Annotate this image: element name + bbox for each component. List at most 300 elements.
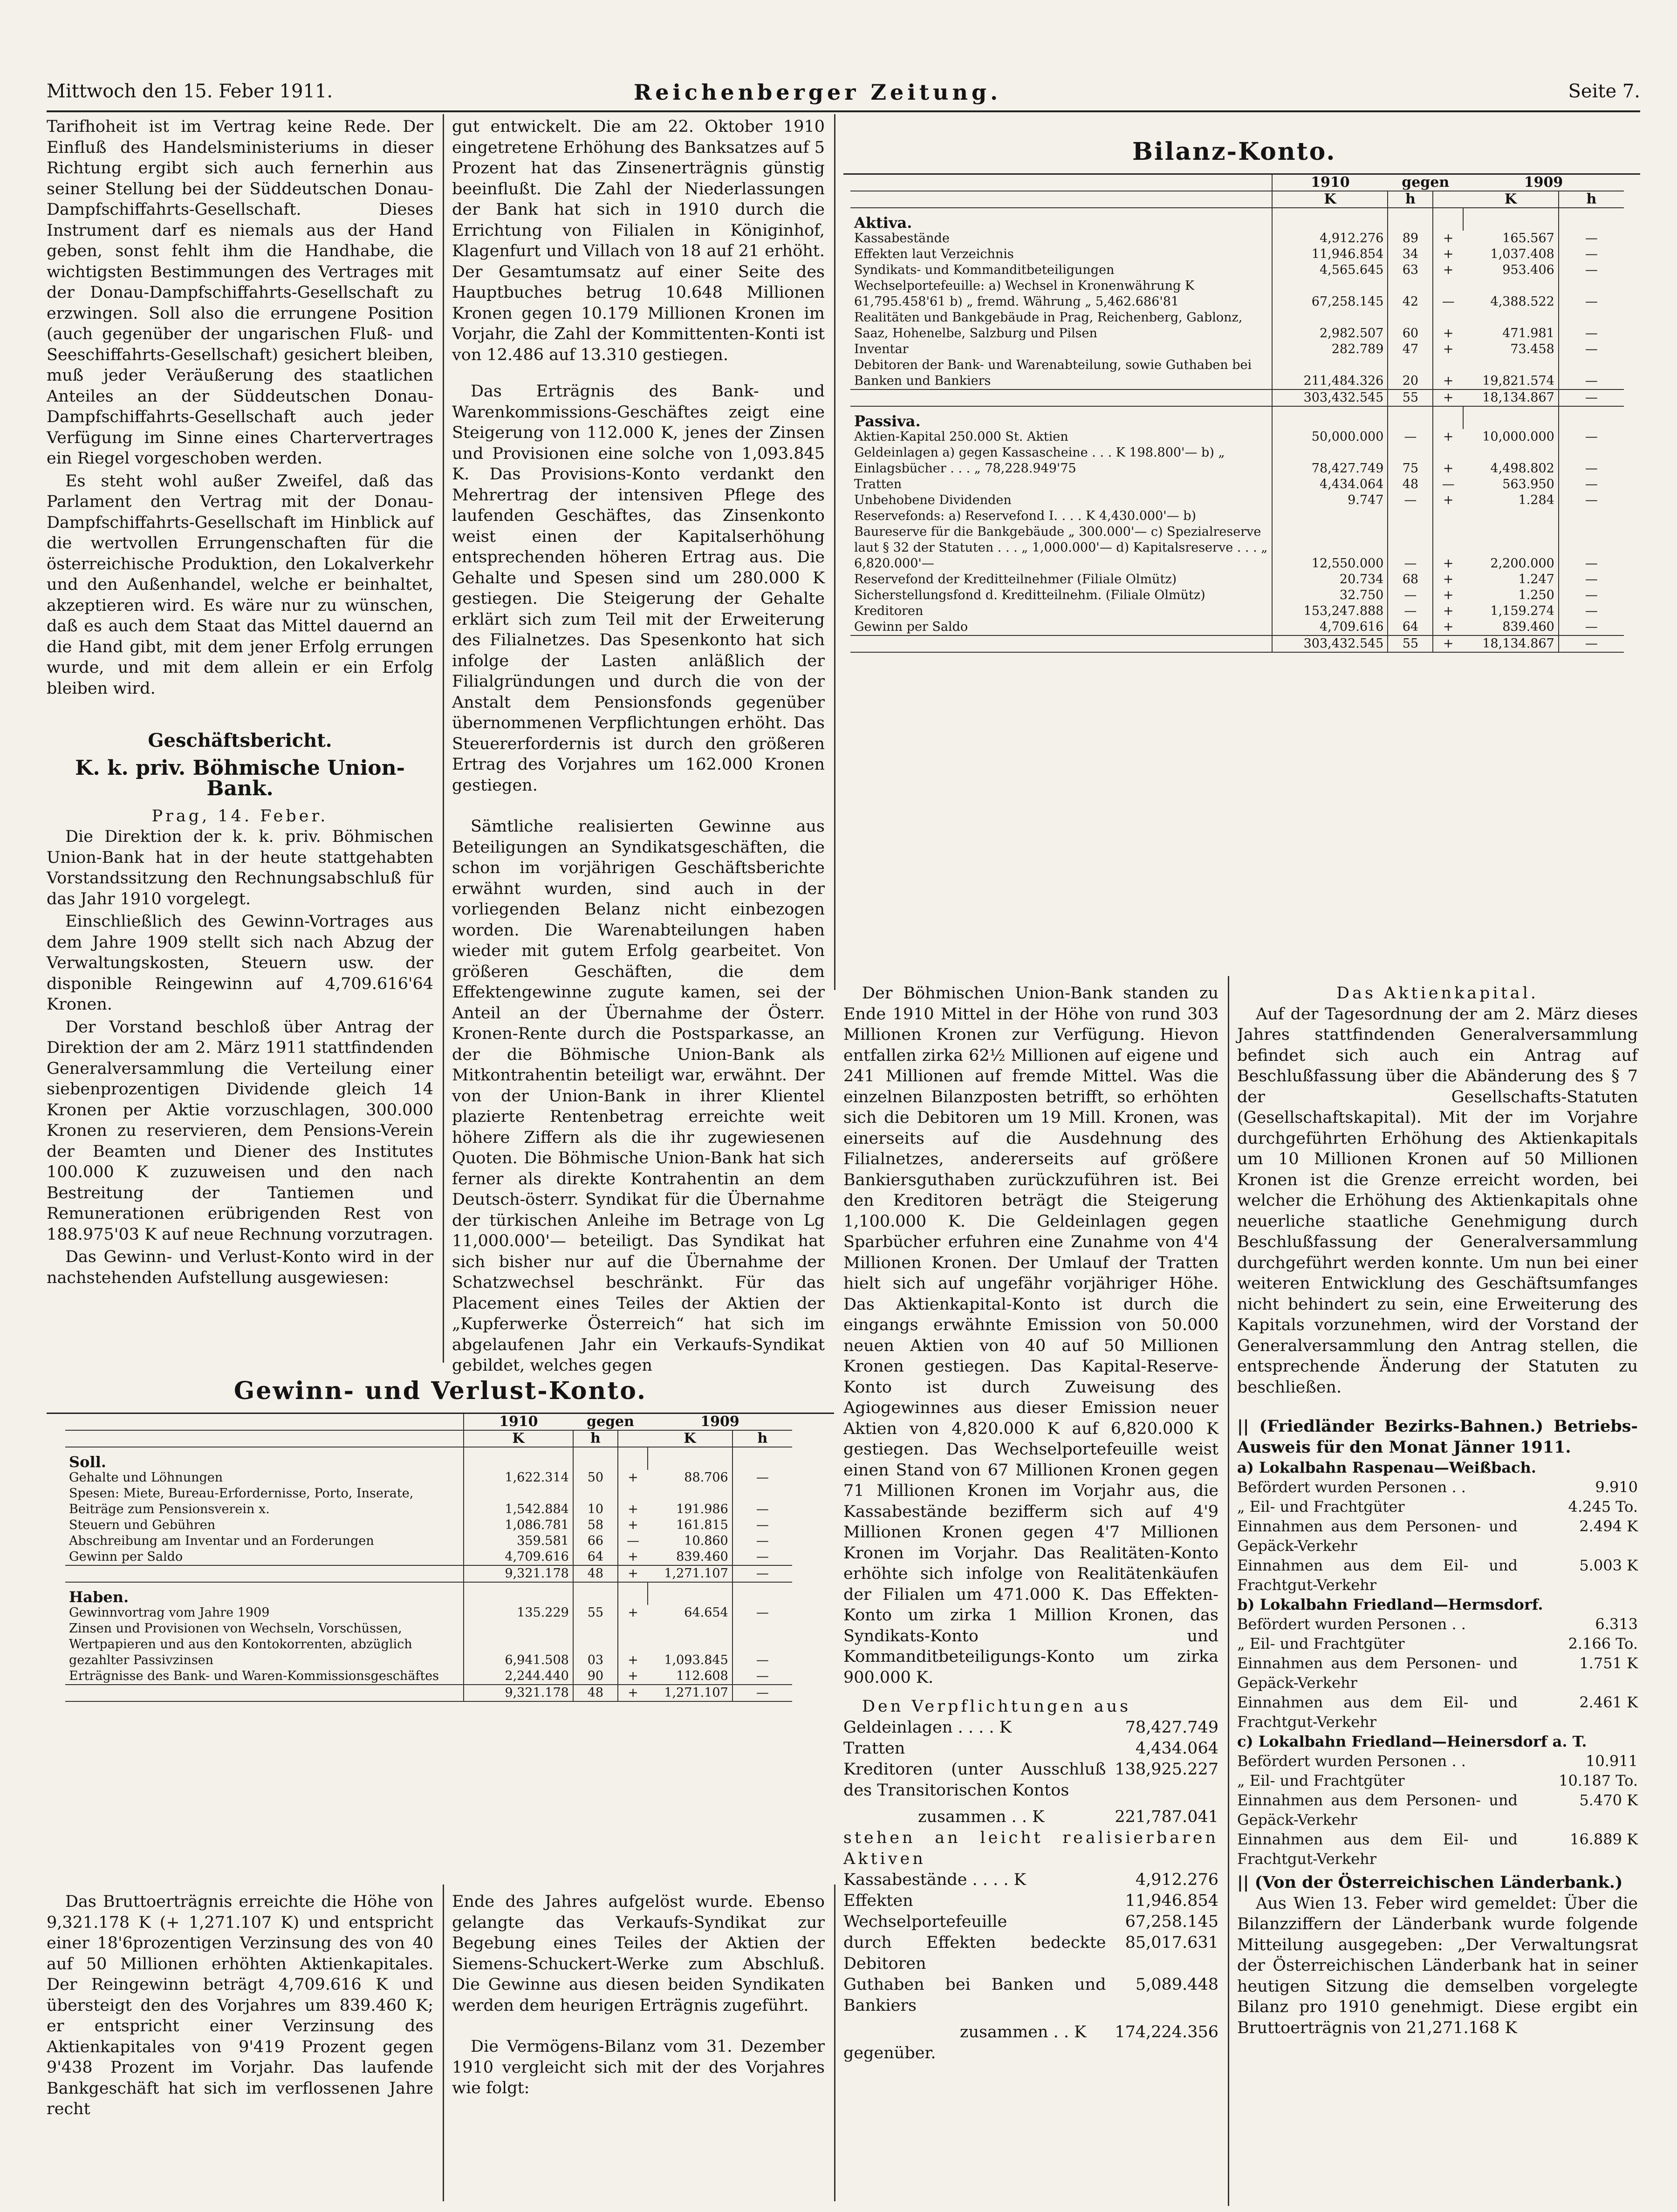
- change-h: —: [732, 1517, 792, 1533]
- account-label: Debitoren der Bank- und Warenabteilung, sowie Guthaben bei Banken und Bankiers: [854, 358, 1252, 388]
- col-k: K: [1272, 191, 1388, 208]
- list-row: [843, 1870, 1218, 1891]
- change-k: 2,200.000: [1490, 556, 1554, 571]
- account-label: Kreditoren: [854, 604, 924, 618]
- account-label: Tratten: [854, 477, 902, 492]
- year-1910: 1910: [1272, 175, 1388, 191]
- list-row: [843, 1974, 1218, 2016]
- change-k: 1.250: [1518, 588, 1554, 602]
- account-label: Syndikats- und Kommanditbeteiligungen: [854, 263, 1115, 277]
- column-2: [452, 116, 825, 1378]
- list-row: [843, 1759, 1218, 1801]
- change-h: —: [732, 1605, 792, 1621]
- list-label: Guthaben bei Banken und Bankiers: [843, 1975, 1106, 2015]
- liabilities-list: [843, 1696, 1218, 2064]
- list-value: 10.911: [1586, 1752, 1638, 1770]
- change-h: —: [732, 1621, 792, 1668]
- list-label: Einnahmen aus dem Eil- und Frachtgut-Verkehr: [1237, 1830, 1518, 1868]
- sum-label: zusammen . . K: [960, 2023, 1087, 2041]
- change-h: —: [1559, 429, 1624, 445]
- list-value: 2.461 K: [1579, 1693, 1638, 1711]
- account-row: [850, 477, 1624, 492]
- account-row: [65, 1517, 792, 1533]
- total-sign: +: [618, 1685, 648, 1701]
- list-label: Tratten: [843, 1739, 905, 1758]
- section-row: [850, 406, 1624, 429]
- amount-h: —: [1388, 603, 1433, 619]
- article-paragraph: Aus Wien 13. Feber wird gemeldet: Über die Bilanzziffern der Länderbank wurde folgende Mitteilung ausgegeben: „Der Verwaltungsrat der Österreichischen Länderbank hat in seiner heutigen Sitzung die demselben vorgelegte Bilanz pro 1910 genehmigt. Diese ergibt ein Bruttoerträgnis von 21,271.168 K: [1237, 1894, 1638, 2037]
- list-label: „ Eil- und Frachtgüter: [1237, 1772, 1405, 1789]
- list-value: 85,017.631: [1125, 1933, 1218, 1952]
- balance-title: Bilanz-Konto.: [1132, 137, 1336, 166]
- column-divider: [1228, 976, 1229, 2206]
- amount-k: 4,709.616: [464, 1549, 573, 1565]
- amount-h: 20: [1388, 357, 1433, 389]
- account-label: Realitäten und Bankgebäude in Prag, Reichenberg, Gablonz, Saaz, Hohenelbe, Salzburg und Pilsen: [854, 310, 1243, 341]
- change-k: 165.567: [1502, 231, 1554, 246]
- change-h: —: [1559, 492, 1624, 508]
- amount-h: 55: [573, 1605, 618, 1621]
- account-row: [850, 587, 1624, 603]
- article-paragraph: Die Vermögens-Bilanz vom 31. Dezember 1910 vergleicht sich mit der des Vorjahres wie folgt:: [452, 2037, 825, 2097]
- gegen-label: gegen: [573, 1414, 648, 1430]
- change-h: —: [1559, 310, 1624, 341]
- account-row: [850, 492, 1624, 508]
- list-label: Einnahmen aus dem Eil- und Frachtgut-Verkehr: [1237, 1693, 1518, 1731]
- amount-h: 48: [1388, 477, 1433, 492]
- total-h: 48: [573, 1565, 618, 1582]
- change-k: 471.981: [1502, 326, 1554, 341]
- change-k: 1.247: [1518, 572, 1554, 587]
- article-paragraph: Der Böhmischen Union-Bank standen zu Ende 1910 Mittel in der Höhe von rund 303 Millionen Kronen zur Verfügung. Hievon entfallen zirka 62½ Millionen auf eigene und 241 Millionen auf fremde Mittel. Was die einzelnen Bilanzposten betrifft, so erhöhten sich die Debitoren um 19 Mill. Kronen, was einerseits auf die Ausdehnung des Filialnetzes, andererseits auf größere Bankiersguthaben zurückzuführen ist. Bei den Kreditoren beträgt die Steigerung 1,100.000 K. Die Geldeinlagen gegen Sparbücher erfuhren eine Zunahme von 4'4 Millionen Kronen. Der Umlauf der Tratten hielt sich auf ungefähr vorjähriger Höhe. Das Aktienkapital-Konto ist durch die eingangs erwähnte Emission von 50.000 neuen Aktien von 40 auf 50 Millionen Kronen gestiegen. Das Kapital-Reserve-Konto ist durch Zuweisung des Agiogewinnes aus dieser Emission neuer Aktien von 4,820.000 K auf 6,820.000 K gestiegen. Das Wechselportefeuille weist einen Stand von 67 Millionen Kronen gegen 71 Millionen Kronen im Vorjahr aus, die Kassabestände bezifferm sich auf 4'9 Millionen Kronen gegen 4'7 Millionen Kronen im Vorjahr. Das Realitäten-Konto erhöhte sich infolge von Realitätenkäufen der Filialen um 471.000 K. Das Effekten-Konto um zirka 1 Million Kronen, das Syndikats-Konto und Kommanditbeteiligungs-Konto um zirka 900.000 K.: [843, 984, 1218, 1687]
- liabilities-title: Den Verpflichtungen aus: [862, 1697, 1131, 1716]
- article-paragraph: gut entwickelt. Die am 22. Oktober 1910 eingetretene Erhöhung des Banksatzes auf 5 Prozent hat das Zinsenerträgnis günstig beeinflußt. Die Zahl der Niederlassungen der Bank hat sich in 1910 durch die Errichtung von Filialen in Königinhof, Klagenfurt und Villach von 18 auf 21 erhöht. Der Gesamtumsatz auf einer Seite des Hauptbuches betrug 10.648 Millionen Kronen gegen 10.179 Millionen Kronen im Vorjahr, die Zahl der Kommittenten-Konti ist von 12.486 auf 13.310 gestiegen.: [452, 117, 825, 364]
- col-k: K: [648, 1430, 732, 1447]
- railway-b-title: b) Lokalbahn Friedland—Hermsdorf.: [1237, 1596, 1543, 1613]
- change-k: 1,159.274: [1490, 604, 1554, 618]
- article-paragraph: Das Erträgnis des Bank- und Warenkommissions-Geschäftes zeigt eine Steigerung von 112.000 K, jenes der Zinsen und Provisionen eine solche von 1,093.845 K. Das Provisions-Konto verdankt den Mehrertrag der intensiven Pflege des laufenden Geschäftes, das Zinsenkonto weist einen der Kapitalserhöhung entsprechenden höheren Ertrag aus. Die Gehalte und Spesen sind um 280.000 K gestiegen. Die Steigerung der Gehalte erklärt sich zum Teil mit der Erweiterung des Filialnetzes. Das Spesenkonto hat sich infolge der Lasten anläßlich der Filialgründungen und durch die von der Anstalt dem Pensionsfonds gegenüber übernommenen Verpflichtungen erhöht. Das Steuererfordernis ist durch den größeren Ertrag des Vorjahres um 162.000 Kronen gestiegen.: [452, 382, 825, 795]
- change-h: —: [1559, 619, 1624, 635]
- amount-h: 42: [1388, 278, 1433, 310]
- amount-h: 68: [1388, 572, 1433, 587]
- account-label: Zinsen und Provisionen von Wechseln, Vorschüssen, Wertpapieren und aus den Kontokorrenten, abzüglich gezahlter Passivzinsen: [69, 1621, 412, 1667]
- list-label: Einnahmen aus dem Personen- und Gepäck-Verkehr: [1237, 1517, 1518, 1555]
- list-row: [1237, 1751, 1638, 1771]
- amount-k: 211,484.326: [1272, 357, 1388, 389]
- amount-h: 47: [1388, 341, 1433, 357]
- amount-k: 50,000.000: [1272, 429, 1388, 445]
- change-h: —: [732, 1486, 792, 1517]
- total-h: 48: [573, 1685, 618, 1701]
- list-label: Einnahmen aus dem Personen- und Gepäck-Verkehr: [1237, 1791, 1518, 1829]
- total-sign: +: [618, 1565, 648, 1582]
- amount-k: 153,247.888: [1272, 603, 1388, 619]
- bank-heading: || (Von der Österreichischen Länderbank.): [1237, 1873, 1623, 1892]
- account-label: Gewinn per Saldo: [854, 620, 968, 634]
- railway-report: [1237, 1458, 1638, 1869]
- list-value: 11,946.854: [1125, 1891, 1218, 1910]
- amount-k: 32.750: [1272, 587, 1388, 603]
- list-value: 5,089.448: [1135, 1975, 1218, 1994]
- change-k: 563.950: [1502, 477, 1554, 492]
- amount-k: 2,982.507: [1272, 310, 1388, 341]
- list-value: 9.910: [1595, 1478, 1638, 1496]
- newspaper-page: [47, 77, 1640, 2187]
- account-row: [65, 1470, 792, 1486]
- amount-h: 63: [1388, 262, 1433, 278]
- profit-loss-table: [65, 1414, 792, 1702]
- section-row: [65, 1447, 792, 1470]
- account-row: [850, 262, 1624, 278]
- section-heading: Das Aktienkapital.: [1336, 984, 1539, 1003]
- change-sign: +: [618, 1668, 648, 1685]
- railway-a-title: a) Lokalbahn Raspenau—Weißbach.: [1237, 1459, 1536, 1476]
- article-paragraph: Ende des Jahres aufgelöst wurde. Ebenso gelangte das Verkaufs-Syndikat zur Begebung eines Teiles der Aktien der Siemens-Schuckert-Werke zum Abschluß. Die Gewinne aus diesen beiden Syndikaten werden dem heurigen Erträgnis zugeführt.: [452, 1892, 825, 2015]
- amount-k: 1,086.781: [464, 1517, 573, 1533]
- column-1-bottom: [47, 1891, 433, 2122]
- list-value: 5.003 K: [1579, 1557, 1638, 1574]
- list-value: 4,912.276: [1135, 1871, 1218, 1889]
- account-row: [850, 341, 1624, 357]
- profit-loss-title: Gewinn- und Verlust-Konto.: [233, 1377, 647, 1405]
- account-row: [850, 357, 1624, 389]
- change-sign: +: [618, 1621, 648, 1668]
- gegen-text: gegenüber.: [843, 2044, 936, 2062]
- article-paragraph: Die Direktion der k. k. priv. Böhmischen Union-Bank hat in der heute stattgehabten Vorstandssitzung den Rechnungsabschluß für das Jahr 1910 vorgelegt.: [47, 827, 433, 908]
- change-k: 10.860: [684, 1534, 728, 1548]
- change-h: —: [1559, 231, 1624, 246]
- list-label: Befördert wurden Personen . .: [1237, 1752, 1466, 1770]
- amount-h: —: [1388, 492, 1433, 508]
- change-sign: +: [1433, 357, 1463, 389]
- amount-k: 4,565.645: [1272, 262, 1388, 278]
- change-sign: +: [1433, 262, 1463, 278]
- list-label: Befördert wurden Personen . .: [1237, 1615, 1466, 1633]
- column-1: [47, 116, 433, 1290]
- account-label: Steuern und Gebühren: [69, 1518, 216, 1532]
- amount-k: 12,550.000: [1272, 508, 1388, 572]
- amount-k: 4,434.064: [1272, 477, 1388, 492]
- list-row: [1237, 1771, 1638, 1790]
- account-row: [850, 619, 1624, 635]
- amount-h: 64: [573, 1549, 618, 1565]
- account-label: Reservefonds: a) Reservefond I. . . . K 4,430.000'— b) Baureserve für die Bankgebäude „ 300.000'— c) Spezialreserve laut § 32 der Statuten . . . „ 1,000.000'— d) Kapitalsreserve . . . „ 6,820.000'—: [854, 509, 1268, 571]
- change-h: —: [1559, 603, 1624, 619]
- amount-h: 10: [573, 1486, 618, 1517]
- account-row: [850, 445, 1624, 477]
- change-k: 73.458: [1510, 342, 1554, 356]
- article-paragraph: Das Gewinn- und Verlust-Konto wird in der nachstehenden Aufstellung ausgewiesen:: [47, 1248, 433, 1287]
- account-row: [65, 1621, 792, 1668]
- list-label: „ Eil- und Frachtgüter: [1237, 1498, 1405, 1516]
- sum-value: 221,787.041: [1115, 1808, 1218, 1826]
- account-row: [850, 246, 1624, 262]
- gegen-label: gegen: [1388, 175, 1463, 191]
- sum-label: zusammen . . K: [918, 1808, 1045, 1826]
- list-label: Kreditoren (unter Ausschluß des Transitorischen Kontos: [843, 1760, 1106, 1800]
- list-row: [1237, 1830, 1638, 1869]
- change-k: 839.460: [676, 1550, 728, 1564]
- change-h: —: [732, 1668, 792, 1685]
- change-h: —: [1559, 246, 1624, 262]
- total-sign: +: [1433, 389, 1463, 406]
- account-label: Gehalte und Löhnungen: [69, 1470, 223, 1485]
- list-value: 6.313: [1595, 1615, 1638, 1633]
- account-row: [65, 1486, 792, 1517]
- total-row: [850, 389, 1624, 406]
- account-label: Effekten laut Verzeichnis: [854, 247, 1014, 261]
- list-value: 78,427.749: [1125, 1718, 1218, 1737]
- column-divider: [443, 1884, 444, 2201]
- year-1910: 1910: [464, 1414, 573, 1430]
- column-divider: [834, 1884, 835, 2201]
- column-2-bottom: [452, 1891, 825, 2101]
- change-h: —: [1559, 341, 1624, 357]
- total-k: 303,432.545: [1272, 389, 1388, 406]
- total-change-h: —: [732, 1565, 792, 1582]
- list-label: „ Eil- und Frachtgüter: [1237, 1635, 1405, 1652]
- amount-k: 67,258.145: [1272, 278, 1388, 310]
- change-sign: +: [618, 1486, 648, 1517]
- amount-k: 2,244.440: [464, 1668, 573, 1685]
- change-sign: +: [618, 1549, 648, 1565]
- assets-title: stehen an leicht realisierbaren Aktiven: [843, 1829, 1218, 1868]
- total-k: 9,321.178: [464, 1565, 573, 1582]
- amount-k: 1,542.884: [464, 1486, 573, 1517]
- change-sign: +: [1433, 492, 1463, 508]
- change-h: —: [1559, 572, 1624, 587]
- change-k: 19,821.574: [1482, 374, 1554, 388]
- total-change: 1,271.107: [648, 1685, 732, 1701]
- account-label: Unbehobene Dividenden: [854, 493, 1012, 507]
- railway-heading: || (Friedländer Bezirks-Bahnen.) Betriebs-Ausweis für den Monat Jänner 1911.: [1237, 1417, 1638, 1457]
- total-row: [65, 1565, 792, 1582]
- col-h: h: [732, 1430, 792, 1447]
- change-sign: +: [618, 1605, 648, 1621]
- account-row: [65, 1605, 792, 1621]
- page-header: [47, 77, 1640, 109]
- newspaper-title: Reichenberger Zeitung.: [634, 80, 1002, 105]
- account-row: [850, 310, 1624, 341]
- total-sign: +: [1433, 635, 1463, 652]
- change-k: 953.406: [1502, 263, 1554, 277]
- amount-k: 4,709.616: [1272, 619, 1388, 635]
- change-sign: +: [1433, 445, 1463, 477]
- amount-k: 359.581: [464, 1533, 573, 1549]
- list-row: [843, 1891, 1218, 1912]
- total-k: 303,432.545: [1272, 635, 1388, 652]
- amount-k: 6,941.508: [464, 1621, 573, 1668]
- list-label: Einnahmen aus dem Personen- und Gepäck-Verkehr: [1237, 1654, 1518, 1692]
- account-label: Gewinn per Saldo: [69, 1550, 183, 1564]
- account-label: Gewinnvortrag vom Jahre 1909: [69, 1605, 270, 1620]
- article-paragraph: Tarifhoheit ist im Vertrag keine Rede. Der Einfluß des Handelsministeriums in dieser Richtung ergibt sich auch fernerhin aus seiner Stellung bei der Süddeutschen Donau-Dampfschiffahrts-Gesellschaft. Dieses Instrument darf es niemals aus der Hand geben, sonst fehlt ihm die Handhabe, die wichtigsten Bestimmungen des Vertrages mit der Donau-Dampfschiffahrts-Gesellschaft zu erzwingen. Soll also die errungene Position (auch gegenüber der ungarischen Fluß- und Seeschiffahrts-Gesellschaft) gesichert bleiben, muß jeder Veräußerung des staatlichen Anteiles an der Süddeutschen Donau-Dampfschiffahrts-Gesellschaft auch jeder Verfügung im Sinne eines Chartervertrages ein Riegel vorgeschoben werden.: [47, 117, 433, 468]
- change-sign: +: [1433, 587, 1463, 603]
- list-row: [1237, 1790, 1638, 1830]
- list-value: 4.245 To.: [1568, 1498, 1638, 1516]
- change-h: —: [1559, 262, 1624, 278]
- sum-value: 174,224.356: [1115, 2023, 1218, 2041]
- change-sign: +: [618, 1470, 648, 1486]
- list-label: Effekten: [843, 1891, 913, 1910]
- change-sign: +: [1433, 246, 1463, 262]
- account-label: Wechselportefeuille: a) Wechsel in Kronenwährung K 61,795.458'61 b) „ fremd. Währung „ 5,462.686'81: [854, 279, 1195, 309]
- list-row: [1237, 1556, 1638, 1595]
- amount-h: 90: [573, 1668, 618, 1685]
- article-paragraph: Einschließlich des Gewinn-Vortrages aus dem Jahre 1909 stellt sich nach Abzug der Verwaltungskosten, Steuern usw. der disponible Reingewinn auf 4,709.616'64 Kronen.: [47, 912, 433, 1014]
- account-row: [850, 278, 1624, 310]
- section-label: Soll.: [69, 1453, 106, 1471]
- list-row: [1237, 1497, 1638, 1516]
- list-row: [1237, 1634, 1638, 1653]
- change-k: 4,498.802: [1490, 461, 1554, 476]
- change-h: —: [1559, 357, 1624, 389]
- list-row: [843, 1932, 1218, 1974]
- header-date: Mittwoch den 15. Feber 1911.: [47, 81, 333, 102]
- total-row: [65, 1685, 792, 1701]
- account-row: [65, 1668, 792, 1685]
- total-h: 55: [1388, 389, 1433, 406]
- change-k: 1,037.408: [1490, 247, 1554, 261]
- amount-h: 66: [573, 1533, 618, 1549]
- account-row: [850, 231, 1624, 246]
- change-k: 1.284: [1518, 493, 1554, 507]
- change-sign: +: [1433, 572, 1463, 587]
- list-row: [1237, 1516, 1638, 1556]
- change-h: —: [732, 1470, 792, 1486]
- column-divider: [443, 114, 444, 1363]
- amount-k: 1,622.314: [464, 1470, 573, 1486]
- total-change-h: —: [1559, 389, 1624, 406]
- list-row: [1237, 1477, 1638, 1497]
- account-row: [65, 1549, 792, 1565]
- list-row: [843, 1717, 1218, 1738]
- header-rule: [47, 110, 1640, 112]
- account-label: Inventar: [854, 342, 909, 356]
- column-3: [843, 983, 1218, 2064]
- list-label: Kassabestände . . . . K: [843, 1871, 1026, 1889]
- list-value: 1.751 K: [1579, 1654, 1638, 1672]
- account-row: [850, 603, 1624, 619]
- account-label: Reservefond der Kreditteilnehmer (Filiale Olmütz): [854, 572, 1177, 587]
- amount-k: 78,427.749: [1272, 445, 1388, 477]
- col-h: h: [1388, 191, 1433, 208]
- total-change-h: —: [732, 1685, 792, 1701]
- change-k: 88.706: [684, 1470, 728, 1485]
- change-h: —: [1559, 278, 1624, 310]
- list-label: Einnahmen aus dem Eil- und Frachtgut-Verkehr: [1237, 1557, 1518, 1594]
- change-sign: —: [1433, 477, 1463, 492]
- list-row: [843, 1912, 1218, 1932]
- section-label: Haben.: [69, 1588, 129, 1606]
- account-label: Geldeinlagen a) gegen Kassascheine . . . K 198.800'— b) „ Einlagsbücher . . . „ 78,228.949'75: [854, 445, 1225, 476]
- total-change: 18,134.867: [1463, 635, 1559, 652]
- account-row: [65, 1533, 792, 1549]
- col-h: h: [573, 1430, 618, 1447]
- amount-h: 89: [1388, 231, 1433, 246]
- company-heading: K. k. priv. Böhmische Union-Bank.: [75, 756, 405, 800]
- amount-h: —: [1388, 508, 1433, 572]
- amount-h: —: [1388, 587, 1433, 603]
- total-change: 18,134.867: [1463, 389, 1559, 406]
- amount-k: 282.789: [1272, 341, 1388, 357]
- article-paragraph: Auf der Tagesordnung der am 2. März dieses Jahres stattfindenden Generalversammlung befindet sich auch ein Antrag auf Beschlußfassung über die Abänderung des § 7 der Gesellschafts-Statuten (Gesellschaftskapital). Mit der im Vorjahre durchgeführten Erhöhung des Aktienkapitals um 10 Millionen Kronen auf 50 Millionen Kronen ist die Grenze erreicht worden, bei welcher die Erhöhung des Aktienkapitals ohne neuerliche staatliche Genehmigung durch Beschlußfassung der Generalversammlung durchgeführt werden konnte. Um nun bei einer weiteren Entwicklung des Geschäftsumfanges nicht behindert zu sein, eine Erweiterung des Kapitals vorzunehmen, wird der Vorstand der Generalversammlung den Antrag stellen, die entsprechende Änderung der Statuten zu beschließen.: [1237, 1004, 1638, 1397]
- total-row: [850, 635, 1624, 652]
- change-sign: —: [618, 1533, 648, 1549]
- list-value: 2.494 K: [1579, 1517, 1638, 1535]
- amount-h: —: [1388, 429, 1433, 445]
- dateline: Prag, 14. Feber.: [151, 806, 329, 826]
- change-h: —: [1559, 477, 1624, 492]
- year-1909: 1909: [648, 1414, 792, 1430]
- change-k: 10,000.000: [1482, 430, 1554, 444]
- change-k: 161.815: [676, 1518, 728, 1532]
- list-value: 4,434.064: [1135, 1739, 1218, 1758]
- amount-h: 34: [1388, 246, 1433, 262]
- account-row: [850, 572, 1624, 587]
- list-value: 5.470 K: [1579, 1791, 1638, 1809]
- account-label: Aktien-Kapital 250.000 St. Aktien: [854, 430, 1068, 444]
- column-4: [1237, 983, 1638, 2040]
- col-k: K: [464, 1430, 573, 1447]
- total-change: 1,271.107: [648, 1565, 732, 1582]
- change-h: —: [732, 1549, 792, 1565]
- list-row: [1237, 1614, 1638, 1634]
- account-row: [850, 508, 1624, 572]
- list-label: Wechselportefeuille: [843, 1912, 1007, 1931]
- list-value: 67,258.145: [1125, 1912, 1218, 1931]
- balance-sheet: [843, 137, 1640, 653]
- section-heading: Geschäftsbericht.: [148, 730, 332, 751]
- col-h: h: [1559, 191, 1624, 208]
- change-sign: —: [1433, 278, 1463, 310]
- change-sign: +: [1433, 429, 1463, 445]
- list-label: durch Effekten bedeckte Debitoren: [843, 1933, 1106, 1973]
- change-sign: +: [1433, 341, 1463, 357]
- account-label: Abschreibung am Inventar und an Forderungen: [69, 1534, 374, 1548]
- list-value: 10.187 To.: [1559, 1772, 1638, 1789]
- list-row: [1237, 1693, 1638, 1732]
- article-paragraph: Der Vorstand beschloß über Antrag der Direktion der am 2. März 1911 stattfindenden Generalversammlung die Verteilung einer siebenprozentigen Dividende gleich 14 Kronen per Aktie vorzuschlagen, 300.000 Kronen zu reservieren, dem Pensions-Verein der Beamten und Diener des Institutes 100.000 K zuzuweisen und den nach Bestreitung der Tantiemen und Remunerationen erübrigenden Rest von 188.975'03 K auf neue Rechnung vorzutragen.: [47, 1017, 433, 1244]
- change-k: 839.460: [1502, 620, 1554, 634]
- change-k: 191.986: [676, 1502, 728, 1516]
- change-h: —: [732, 1533, 792, 1549]
- change-h: —: [1559, 508, 1624, 572]
- col-k: K: [1463, 191, 1559, 208]
- amount-h: 50: [573, 1470, 618, 1486]
- amount-k: 20.734: [1272, 572, 1388, 587]
- amount-h: 75: [1388, 445, 1433, 477]
- section-label: Aktiva.: [854, 214, 912, 232]
- list-value: 2.166 To.: [1568, 1635, 1638, 1652]
- account-label: Erträgnisse des Bank- und Waren-Kommissionsgeschäftes: [69, 1669, 439, 1683]
- amount-k: 135.229: [464, 1605, 573, 1621]
- year-1909: 1909: [1463, 175, 1624, 191]
- change-sign: +: [1433, 619, 1463, 635]
- amount-h: 60: [1388, 310, 1433, 341]
- amount-k: 11,946.854: [1272, 246, 1388, 262]
- list-value: 16.889 K: [1569, 1830, 1638, 1848]
- total-h: 55: [1388, 635, 1433, 652]
- section-row: [850, 208, 1624, 231]
- change-sign: +: [618, 1517, 648, 1533]
- article-paragraph: Das Bruttoerträgnis erreichte die Höhe von 9,321.178 K (+ 1,271.107 K) und entspricht einer 18'6prozentigen Verzinsung des von 40 auf 50 Millionen erhöhten Aktienkapitales. Der Reingewinn beträgt 4,709.616 K und übersteigt den des Vorjahres um 839.460 K; er entspricht einer Verzinsung des Aktienkapitales von 9'419 Prozent gegen 9'438 Prozent im Vorjahr. Das laufende Bankgeschäft hat sich im verflossenen Jahre recht: [47, 1892, 433, 2118]
- list-label: Geldeinlagen . . . . K: [843, 1718, 1012, 1737]
- change-k: 4,388.522: [1490, 294, 1554, 309]
- profit-loss-account: [47, 1377, 834, 1702]
- account-label: Spesen: Miete, Bureau-Erfordernisse, Porto, Inserate, Beiträge zum Pensionsverein x.: [69, 1486, 414, 1516]
- account-label: Sicherstellungsfond d. Kreditteilnehm. (Filiale Olmütz): [854, 588, 1205, 602]
